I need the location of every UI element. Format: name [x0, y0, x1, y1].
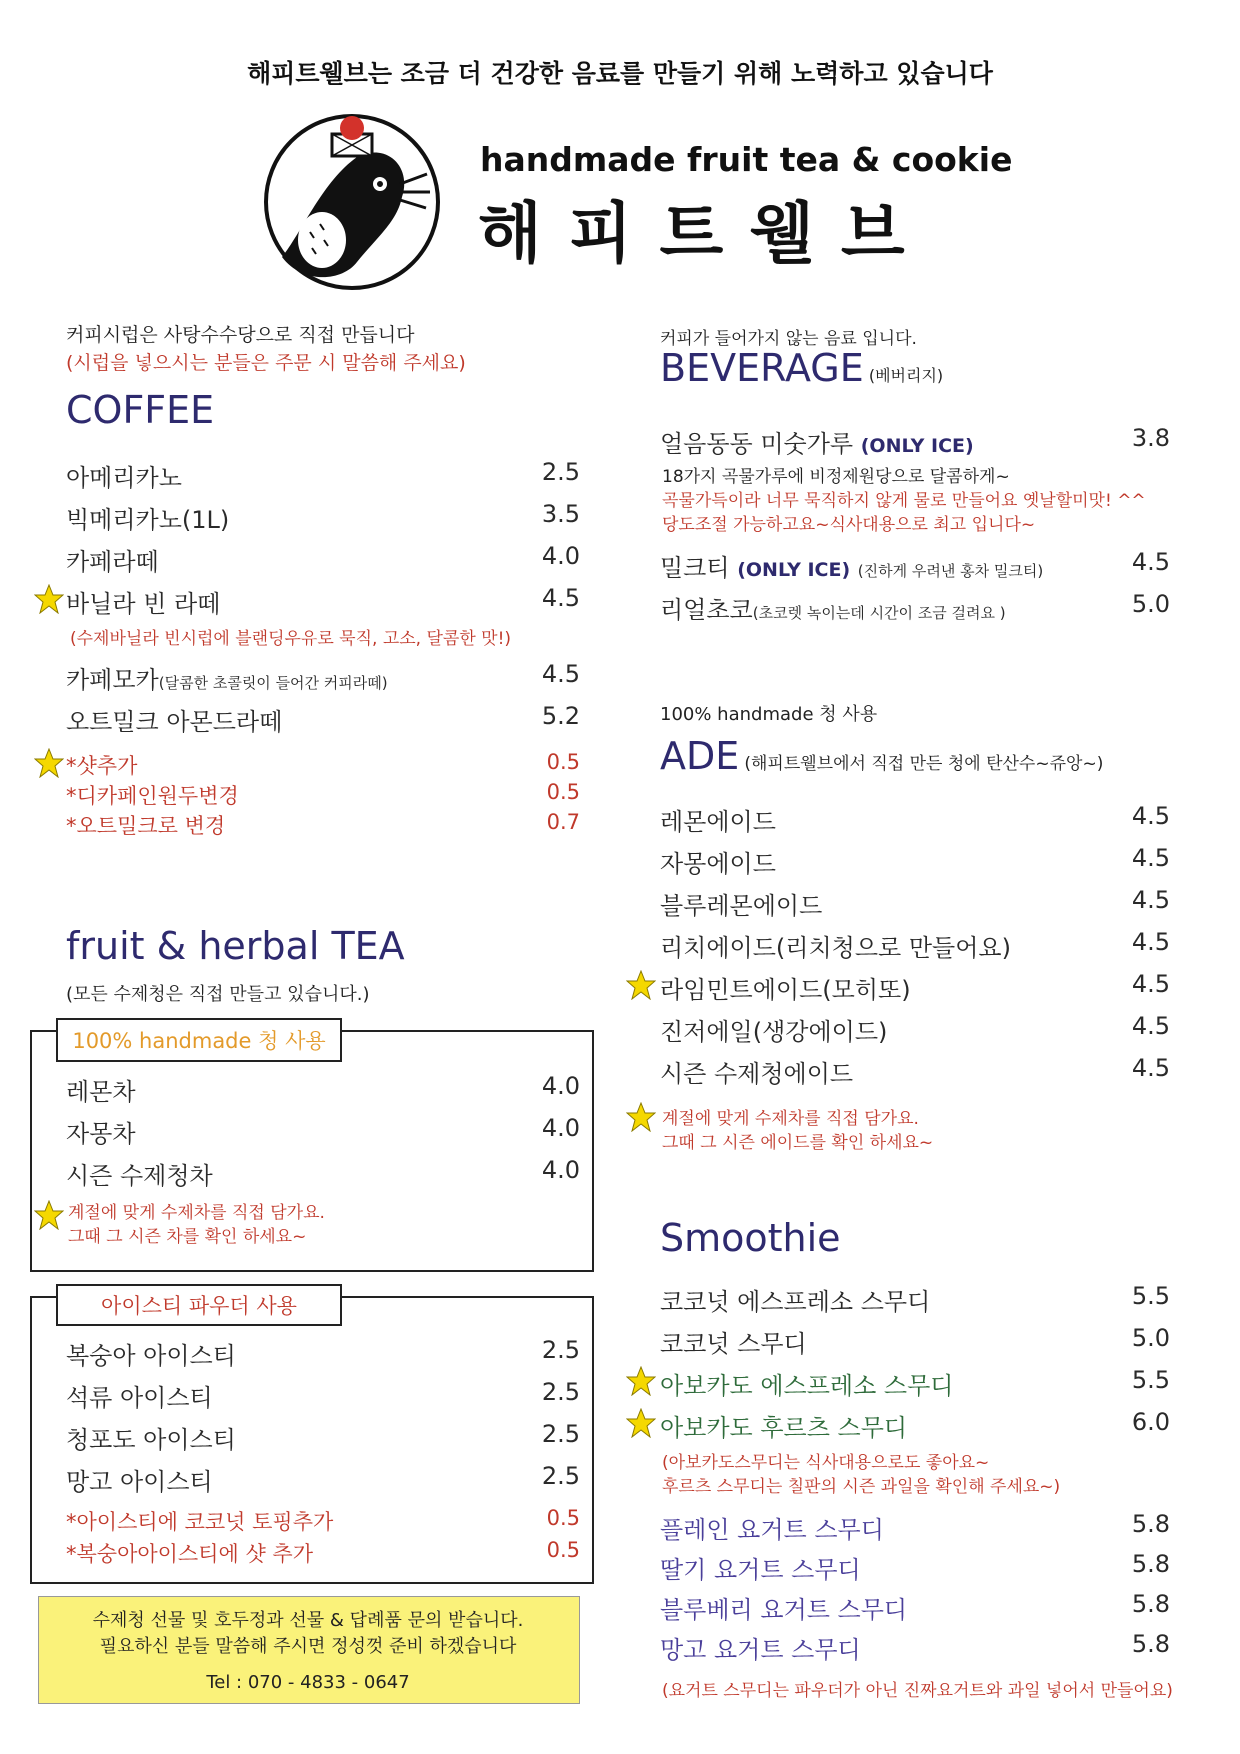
menu-item: 레몬차 — [66, 1078, 136, 1106]
signature-star-icon — [626, 970, 656, 1000]
menu-price: 4.5 — [1131, 802, 1170, 830]
menu-item: 코코넛 에스프레소 스무디 — [660, 1288, 931, 1316]
menu-price: 4.5 — [1131, 548, 1170, 576]
menu-price: 4.5 — [1131, 844, 1170, 872]
only-ice-tag: (ONLY ICE) — [737, 559, 851, 581]
vanilla-note: (수제바닐라 빈시럽에 블랜딩우유로 묵직, 고소, 달콤한 맛!) — [70, 629, 512, 649]
menu-item: 빅메리카노(1L) — [66, 506, 230, 534]
signature-star-icon — [34, 748, 64, 778]
extra-price: 0.5 — [546, 1538, 580, 1562]
menu-price: 6.0 — [1131, 1408, 1170, 1436]
brand-name: 해 피 트 웰 브 — [478, 195, 907, 272]
menu-item: 아보카도 에스프레소 스무디 — [660, 1372, 954, 1400]
menu-item — [66, 660, 388, 695]
menu-price: 5.0 — [1131, 1324, 1170, 1352]
extra-price: 0.7 — [546, 810, 580, 834]
menu-item: 오트밀크 아몬드라떼 — [66, 708, 283, 736]
signature-star-icon — [34, 584, 64, 614]
ade-title-text: ADE — [660, 734, 740, 778]
extra-item: *오트밀크로 변경 — [66, 814, 226, 838]
brand-subtitle: handmade fruit tea & cookie — [480, 140, 1013, 179]
menu-item: 아메리카노 — [66, 464, 182, 492]
menu-item: 자몽에이드 — [660, 850, 776, 878]
menu-item: 복숭아 아이스티 — [66, 1342, 236, 1370]
menu-item — [660, 424, 974, 459]
misu-note: 18가지 곡물가루에 비정제원당으로 달콤하게~ — [662, 467, 1010, 487]
ade-note: 계절에 맞게 수제차를 직접 담가요. — [662, 1109, 919, 1129]
logo-bird-icon — [262, 112, 442, 292]
extra-item: *복숭아아이스티에 샷 추가 — [66, 1542, 313, 1566]
menu-price: 5.0 — [1131, 590, 1170, 618]
menu-item: 리치에이드(리치청으로 만들어요) — [660, 934, 1011, 962]
menu-price: 4.0 — [541, 542, 580, 570]
ade-title — [660, 734, 1103, 778]
menu-item: 청포도 아이스티 — [66, 1426, 236, 1454]
menu-price: 4.5 — [541, 584, 580, 612]
menu-price: 5.8 — [1131, 1590, 1170, 1618]
menu-price: 4.0 — [541, 1156, 580, 1184]
tagline: 해피트웰브는 조금 더 건강한 음료를 만들기 위해 노력하고 있습니다 — [247, 59, 993, 88]
menu-price: 4.0 — [541, 1114, 580, 1142]
signature-star-icon — [626, 1408, 656, 1438]
gift-notice-line: 필요하신 분들 말씀해 주시면 정성껏 준비 하겠습니다 — [99, 1636, 517, 1657]
menu-price: 2.5 — [541, 1462, 580, 1490]
menu-price: 2.5 — [541, 1336, 580, 1364]
menu-price: 3.8 — [1131, 424, 1170, 452]
menu-item: 레몬에이드 — [660, 808, 776, 836]
coffee-intro: 커피시럽은 사탕수수당으로 직접 만듭니다 — [66, 324, 415, 346]
tea-title: fruit & herbal TEA — [66, 924, 405, 968]
menu-item: 플레인 요거트 스무디 — [660, 1516, 884, 1544]
menu-price: 5.2 — [541, 702, 580, 730]
menu-item: 진저에일(생강에이드) — [660, 1018, 888, 1046]
menu-price: 2.5 — [541, 1378, 580, 1406]
icetea-label: 아이스티 파우더 사용 — [56, 1284, 342, 1326]
menu-item-name: 리얼초코 — [660, 596, 753, 624]
menu-item: 아보카도 후르츠 스무디 — [660, 1414, 908, 1442]
coffee-intro-note: (시럽을 넣으시는 분들은 주문 시 말씀해 주세요) — [66, 352, 466, 374]
menu-item: 망고 요거트 스무디 — [660, 1636, 861, 1664]
menu-price: 5.5 — [1131, 1366, 1170, 1394]
misu-note: 곡물가득이라 너무 묵직하지 않게 물로 만들어요 옛날할미맛! ^^ — [662, 491, 1146, 511]
yogurt-note: (요거트 스무디는 파우더가 아닌 진짜요거트와 과일 넣어서 만들어요) — [662, 1681, 1173, 1701]
extra-price: 0.5 — [546, 750, 580, 774]
menu-item: 블루레몬에이드 — [660, 892, 823, 920]
ade-note: 그때 그 시즌 에이드를 확인 하세요~ — [662, 1133, 934, 1153]
menu-price: 3.5 — [541, 500, 580, 528]
ade-intro: 100% handmade 청 사용 — [660, 704, 878, 725]
menu-price: 5.8 — [1131, 1630, 1170, 1658]
menu-item: 시즌 수제청차 — [66, 1162, 213, 1190]
menu-item — [660, 548, 1043, 583]
smoothie-note: (아보카도스무디는 식사대용으로도 좋아요~ — [662, 1453, 990, 1473]
menu-item-sub: (달콤한 초콜릿이 들어간 커피라떼) — [158, 674, 388, 692]
menu-price: 5.5 — [1131, 1282, 1170, 1310]
menu-item: 라임민트에이드(모히또) — [660, 976, 911, 1004]
menu-price: 4.5 — [1131, 1012, 1170, 1040]
tea-subtitle: (모든 수제청은 직접 만들고 있습니다.) — [66, 984, 370, 1005]
menu-price: 4.5 — [1131, 1054, 1170, 1082]
menu-price: 4.5 — [1131, 886, 1170, 914]
menu-price: 4.5 — [1131, 970, 1170, 998]
menu-price: 4.0 — [541, 1072, 580, 1100]
menu-item-name: 카페모카 — [66, 666, 159, 694]
phone-number: Tel : 070 - 4833 - 0647 — [206, 1672, 410, 1693]
menu-item-sub: (진하게 우려낸 홍차 밀크티) — [857, 562, 1044, 580]
menu-price: 2.5 — [541, 458, 580, 486]
beverage-title-text: BEVERAGE — [660, 346, 864, 390]
only-ice-tag: (ONLY ICE) — [860, 435, 974, 457]
menu-item: 딸기 요거트 스무디 — [660, 1556, 861, 1584]
menu-item: 코코넛 스무디 — [660, 1330, 807, 1358]
signature-star-icon — [626, 1366, 656, 1396]
menu-price: 2.5 — [541, 1420, 580, 1448]
gift-notice-line: 수제청 선물 및 호두정과 선물 & 답례품 문의 받습니다. — [92, 1610, 524, 1631]
signature-star-icon — [626, 1102, 656, 1132]
menu-item: 자몽차 — [66, 1120, 136, 1148]
handmade-tea-label: 100% handmade 청 사용 — [56, 1018, 342, 1062]
beverage-title-sub: (베버리지) — [868, 366, 944, 385]
menu-item: 바닐라 빈 라떼 — [66, 590, 221, 618]
menu-price: 4.5 — [1131, 928, 1170, 956]
menu-item-name: 얼음동동 미숫가루 — [660, 430, 854, 458]
extra-item: *샷추가 — [66, 754, 138, 778]
smoothie-title: Smoothie — [660, 1216, 841, 1260]
beverage-title — [660, 346, 943, 390]
menu-item — [660, 590, 1006, 625]
menu-price: 5.8 — [1131, 1550, 1170, 1578]
menu-item: 석류 아이스티 — [66, 1384, 213, 1412]
menu-item-sub: (초코렛 녹이는데 시간이 조금 걸려요 ) — [752, 604, 1006, 622]
signature-star-icon — [34, 1200, 64, 1230]
menu-price: 4.5 — [541, 660, 580, 688]
menu-item: 카페라떼 — [66, 548, 159, 576]
extra-price: 0.5 — [546, 1506, 580, 1530]
menu-price: 5.8 — [1131, 1510, 1170, 1538]
misu-note: 당도조절 가능하고요~식사대용으로 최고 입니다~ — [662, 515, 1036, 535]
tea-note: 그때 그 시즌 차를 확인 하세요~ — [68, 1227, 307, 1247]
beverage-intro: 커피가 들어가지 않는 음료 입니다. — [660, 329, 917, 349]
extra-item: *디카페인원두변경 — [66, 784, 239, 808]
coffee-title: COFFEE — [66, 388, 215, 432]
extra-item: *아이스티에 코코넛 토핑추가 — [66, 1510, 334, 1534]
menu-item-name: 밀크티 — [660, 554, 730, 582]
smoothie-note: 후르츠 스무디는 칠판의 시즌 과일을 확인해 주세요~) — [662, 1477, 1061, 1497]
menu-item: 블루베리 요거트 스무디 — [660, 1596, 908, 1624]
menu-item: 망고 아이스티 — [66, 1468, 213, 1496]
extra-price: 0.5 — [546, 780, 580, 804]
menu-item: 시즌 수제청에이드 — [660, 1060, 854, 1088]
ade-title-sub: (해피트웰브에서 직접 만든 청에 탄산수~쥬앙~) — [744, 754, 1104, 774]
tea-note: 계절에 맞게 수제차를 직접 담가요. — [68, 1203, 325, 1223]
